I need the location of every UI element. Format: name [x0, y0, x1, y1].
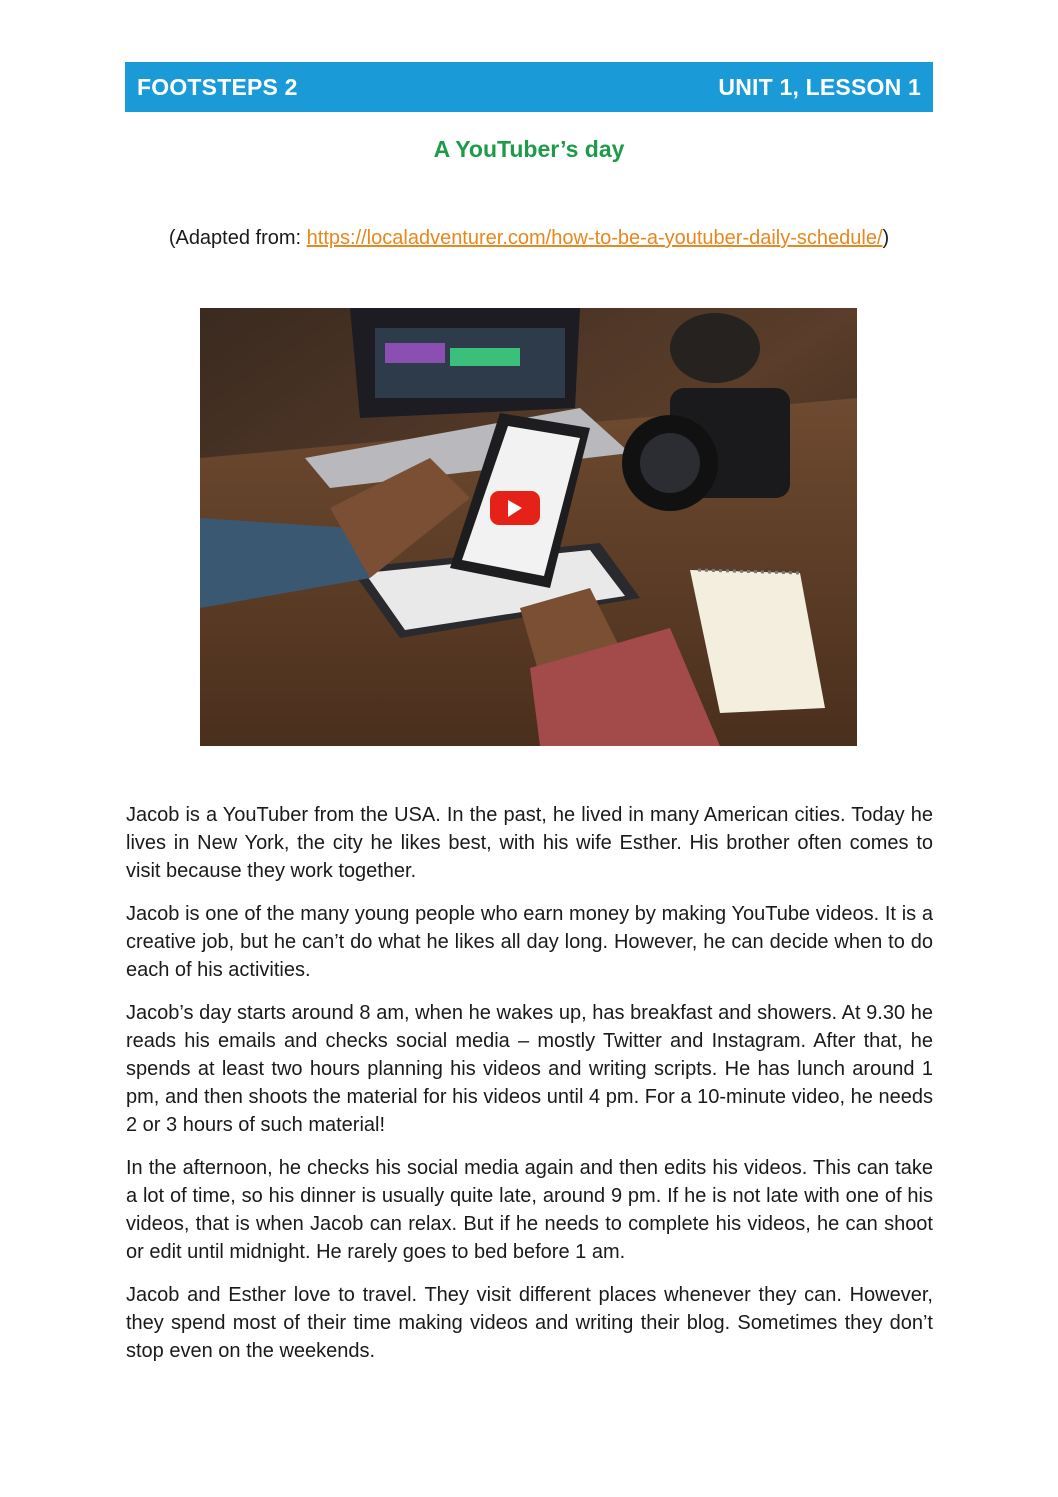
paragraph: Jacob’s day starts around 8 am, when he wakes up, has breakfast and showers. At 9.30 he reads his emails and checks social media – mostly Twitter and Instagram. After that, he spends at least two hours planning his videos and writing scripts. He has lunch around 1 pm, and then shoots the material for his videos until 4 pm. For a 10-minute video, he needs 2 or 3 hours of such material!	[126, 1002, 933, 1136]
course-title: FOOTSTEPS 2	[137, 73, 298, 100]
unit-lesson: UNIT 1, LESSON 1	[718, 73, 921, 100]
paragraph: In the afternoon, he checks his social media again and then edits his videos. This can take a lot of time, so his dinner is usually quite late, around 9 pm. If he is not late with one of his videos, that is when Jacob can relax. But if he needs to complete his videos, he can shoot or edit until midnight. He rarely goes to bed before 1 am.	[126, 1157, 933, 1263]
source-line	[0, 227, 1058, 250]
paragraph: Jacob is a YouTuber from the USA. In the past, he lived in many American cities. Today he lives in New York, the city he likes best, with his wife Esther. His brother often comes to visit because they work together.	[126, 804, 933, 882]
source-suffix: )	[882, 227, 890, 249]
header-bar	[125, 62, 933, 112]
source-link[interactable]: https://localadventurer.com/how-to-be-a-youtuber-daily-schedule/	[306, 227, 883, 249]
page-title: A YouTuber’s day	[433, 136, 625, 162]
article-body	[126, 801, 933, 1380]
source-prefix: (Adapted from:	[168, 227, 307, 249]
paragraph: Jacob is one of the many young people who earn money by making YouTube videos. It is a creative job, but he can’t do what he likes all day long. However, he can decide when to do each of his activities.	[126, 903, 933, 981]
paragraph: Jacob and Esther love to travel. They visit different places whenever they can. However, they spend most of their time making videos and writing their blog. Sometimes they don’t stop even on the weekends.	[126, 1284, 933, 1362]
photo-youtuber-desk	[200, 308, 857, 746]
youtube-play-icon	[490, 491, 540, 525]
photo-illustration	[200, 308, 857, 746]
